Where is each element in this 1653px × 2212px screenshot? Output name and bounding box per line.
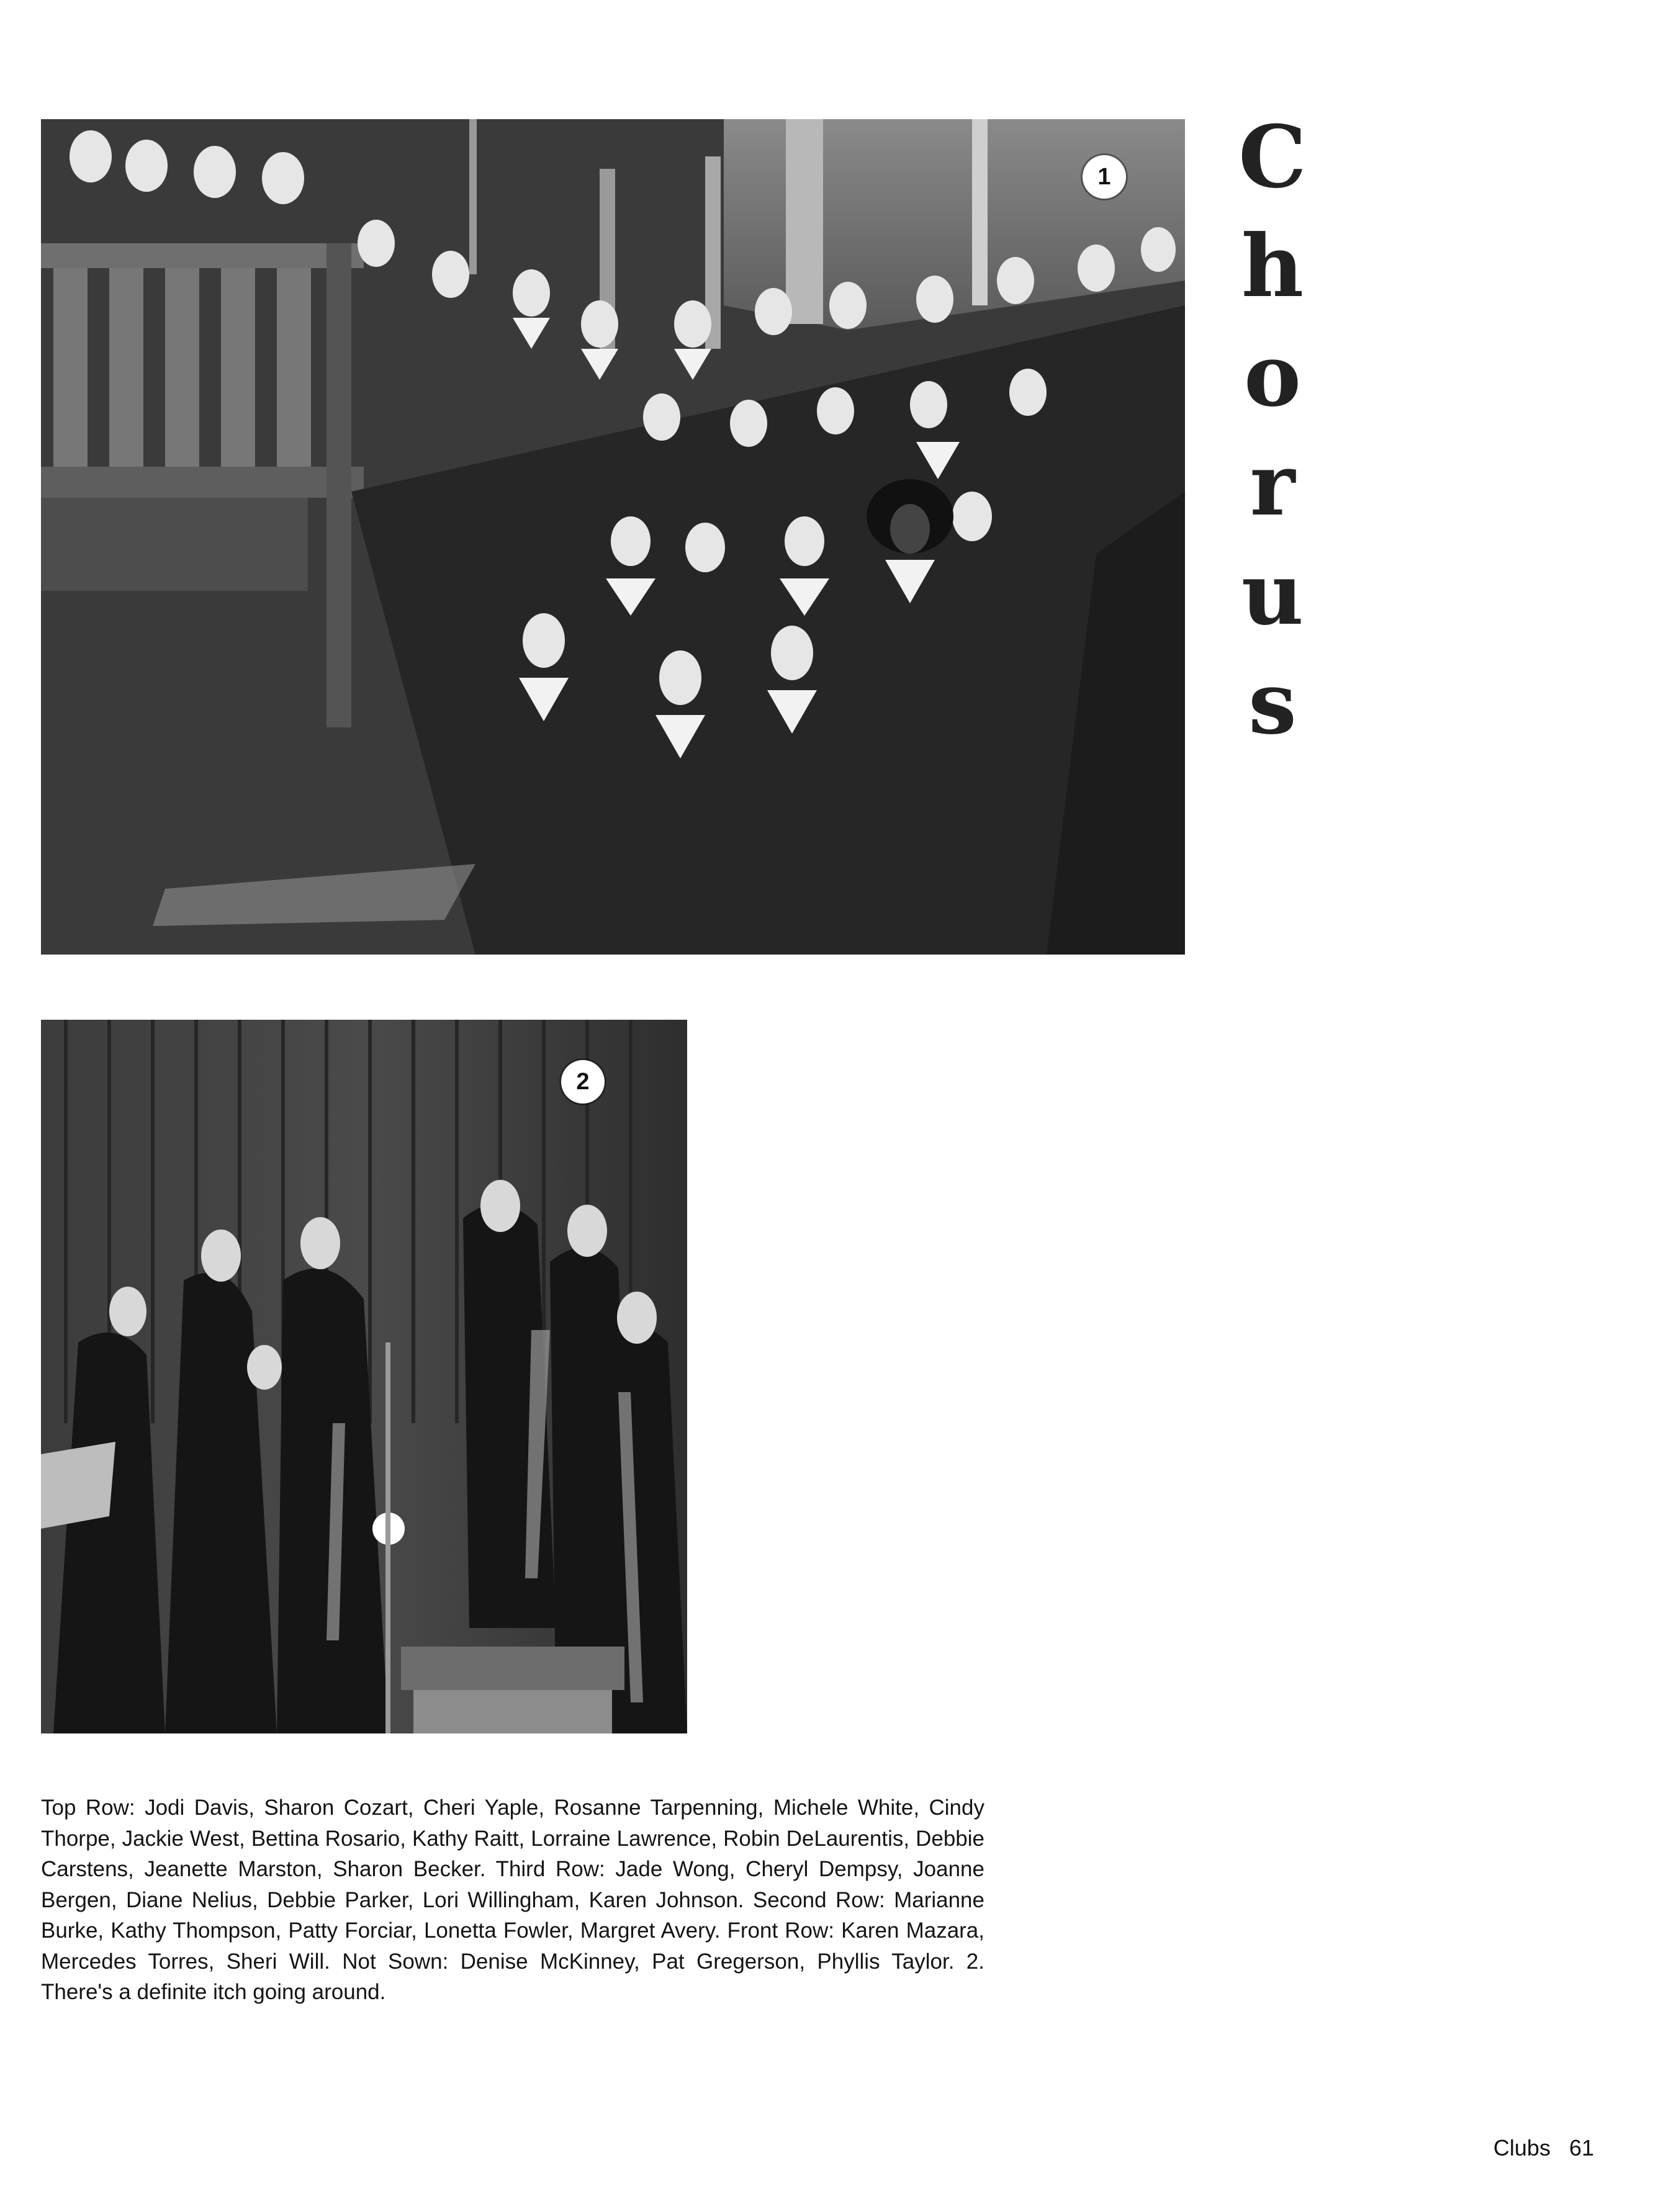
photo-number-badge: 2 <box>561 1060 605 1104</box>
group-photo-image <box>41 119 1185 955</box>
title-letter: r <box>1250 434 1295 535</box>
photo-caption: Top Row: Jodi Davis, Sharon Cozart, Cheri Yaple, Rosanne Tarpenning, Michele White, Cindy Thorpe, Jackie West, Bettina Rosario, Kathy Raitt, Lorraine Lawrence, Robin DeLaurentis, Debbie Carstens, Jeanette Marston, Sharon Becker. Third Row: Jade Wong, Cheryl Dempsy, Joanne Bergen, Diane Nelius, Debbie Parker, Lori Willingham, Karen Johnson. Second Row: Marianne Burke, Kathy Thompson, Patty Forciar, Lonetta Fowler, Margret Avery. Front Row: Karen Mazara, Mercedes Torres, Sheri Will. Not Sown: Denise McKinney, Pat Gregerson, Phyllis Taylor. 2. There's a definite itch going around. <box>41 1796 984 2004</box>
page-footer <box>1493 2135 1594 2161</box>
title-letter: s <box>1248 652 1297 753</box>
title-letter: C <box>1238 106 1307 207</box>
section-name: Clubs <box>1493 2135 1551 2160</box>
title-letter: u <box>1241 543 1304 644</box>
page-number: 61 <box>1569 2135 1594 2160</box>
photo-number-badge: 1 <box>1083 155 1126 199</box>
page-title <box>1226 102 1319 758</box>
title-letter: o <box>1243 325 1302 426</box>
stage-photo <box>41 1020 687 1733</box>
title-letter: h <box>1241 215 1304 317</box>
group-photo <box>41 119 1185 955</box>
stage-photo-image <box>41 1020 687 1733</box>
